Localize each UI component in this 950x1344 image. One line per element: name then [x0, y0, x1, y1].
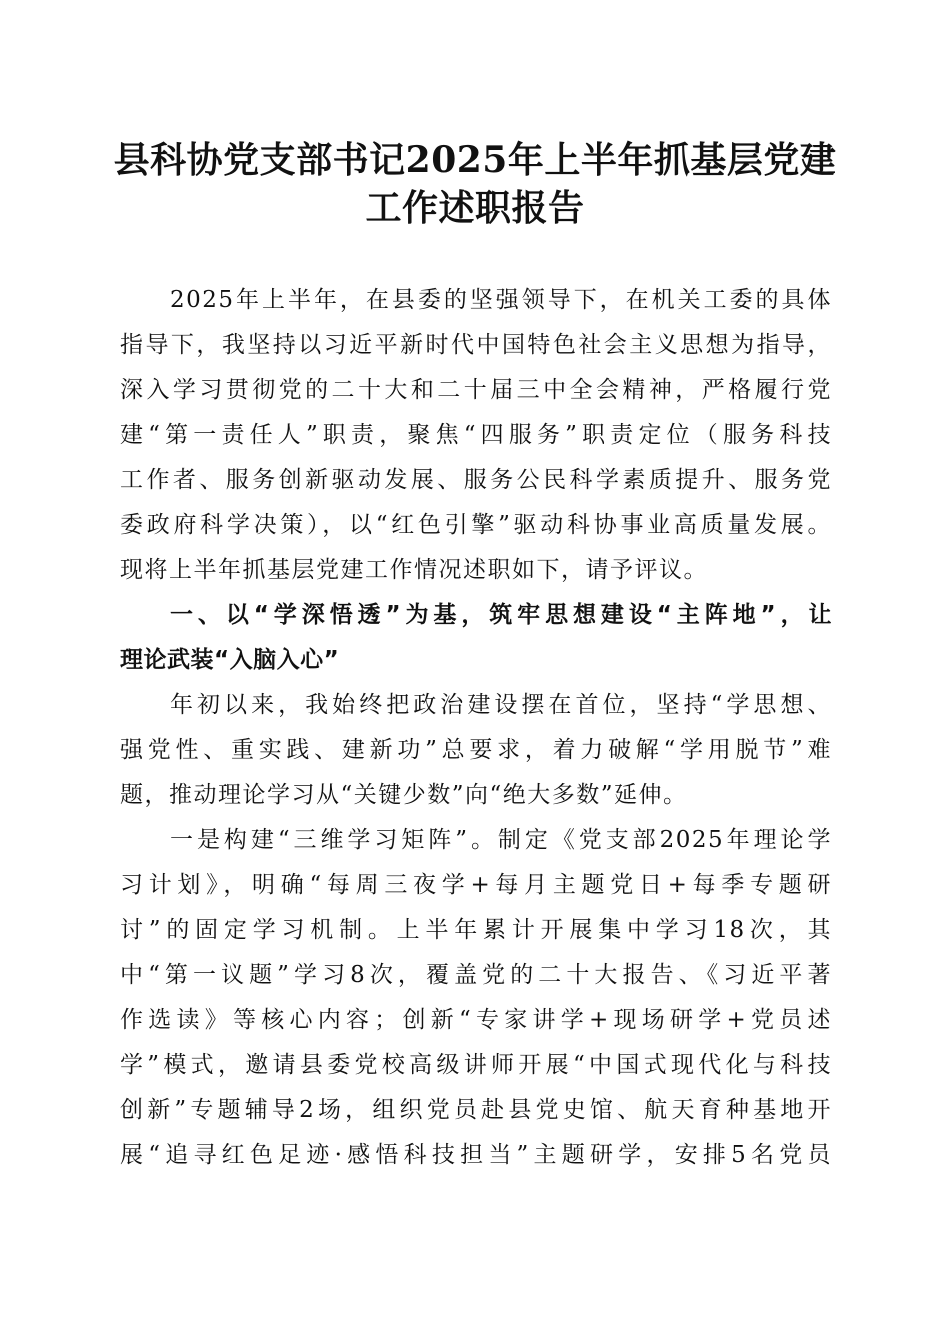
body-line-4: 建“第一责任人”职责，聚焦“四服务”职责定位（服务科技	[120, 422, 832, 448]
body-line-17: 作选读》等核心内容；创新“专家讲学+现场研学+党员述	[120, 1007, 832, 1033]
body-line-6: 委政府科学决策），以“红色引擎”驱动科协事业高质量发展。	[120, 512, 832, 538]
body-line-18: 学”模式，邀请县委党校高级讲师开展“中国式现代化与科技	[120, 1052, 832, 1078]
section-heading-line-1: 一、以“学深悟透”为基，筑牢思想建设“主阵地”，让	[170, 602, 832, 628]
body-line-1: 2025年上半年，在县委的坚强领导下，在机关工委的具体	[170, 287, 832, 313]
body-line-19: 创新”专题辅导2场，组织党员赴县党史馆、航天育种基地开	[120, 1097, 832, 1123]
body-line-5: 工作者、服务创新驱动发展、服务公民科学素质提升、服务党	[120, 467, 832, 493]
body-line-7: 现将上半年抓基层党建工作情况述职如下，请予评议。	[120, 557, 708, 583]
body-line-12: 题，推动理论学习从“关键少数”向“绝大多数”延伸。	[120, 782, 688, 808]
body-line-14: 习计划》，明确“每周三夜学+每月主题党日+每季专题研	[120, 872, 832, 898]
body-line-3: 深入学习贯彻党的二十大和二十届三中全会精神，严格履行党	[120, 377, 832, 403]
body-line-10: 年初以来，我始终把政治建设摆在首位，坚持“学思想、	[170, 692, 832, 718]
body-line-16: 中“第一议题”学习8次，覆盖党的二十大报告、《习近平著	[120, 962, 832, 988]
body-line-11: 强党性、重实践、建新功”总要求，着力破解“学用脱节”难	[120, 737, 832, 763]
body-line-13: 一是构建“三维学习矩阵”。制定《党支部2025年理论学	[170, 827, 832, 853]
section-heading-line-2: 理论武装“入脑入心”	[120, 647, 340, 673]
document-title-line-2: 工作述职报告	[365, 187, 585, 229]
body-line-20: 展“追寻红色足迹·感悟科技担当”主题研学，安排5名党员	[120, 1142, 832, 1168]
document-body	[120, 278, 832, 1178]
body-line-2: 指导下，我坚持以习近平新时代中国特色社会主义思想为指导，	[120, 332, 832, 358]
body-line-15: 讨”的固定学习机制。上半年累计开展集中学习18次，其	[120, 917, 832, 943]
document-title-line-1: 县科协党支部书记2025年上半年抓基层党建	[113, 139, 837, 181]
